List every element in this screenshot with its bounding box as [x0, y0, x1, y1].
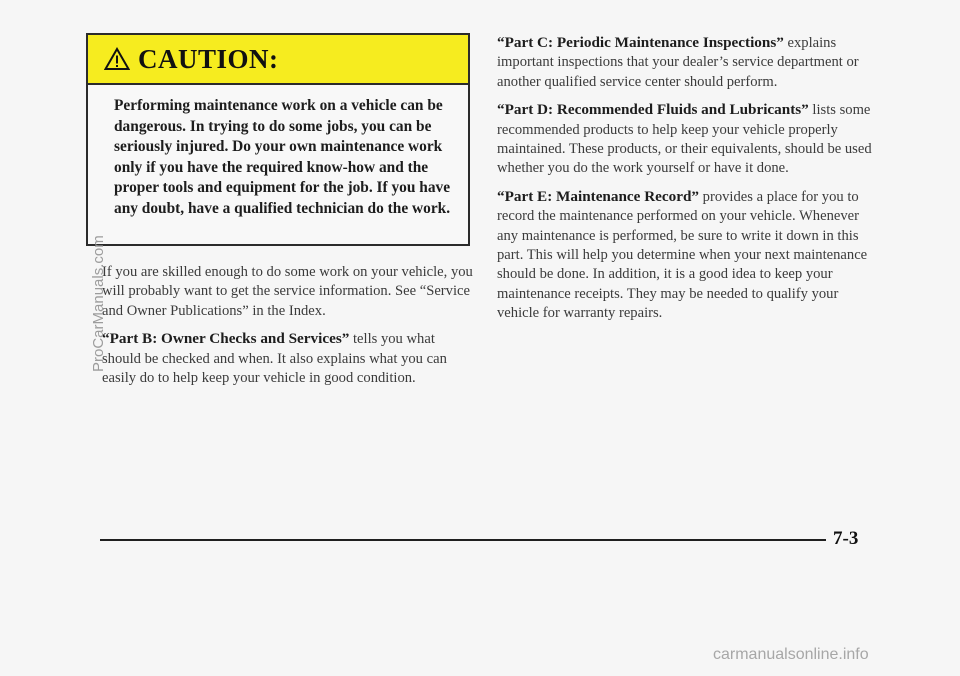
- part-b-text: tells you what should be checked and when. It also explains what you can easily do to help keep your vehicle in good condition.: [102, 331, 447, 387]
- side-watermark-text: ProCarManuals.com: [90, 235, 107, 372]
- page-number: 7-3: [833, 528, 859, 549]
- caution-text: Performing maintenance work on a vehicle can be dangerous. In trying to do some jobs, you can be seriously injured. Do your own maintenance work only if you have the required know-how and the proper tools and equipment for the job. If you have any doubt, have a qualified technician do the work.: [114, 97, 451, 217]
- warning-triangle-icon: [104, 47, 130, 71]
- part-e-text: provides a place for you to record the maintenance performed on your vehicle. Whenever any maintenance is performed, be sure to write it down in this part. This will help you determine when your next maintenance should be done. In addition, it is a good idea to keep your maintenance receipts. They may be needed to qualify your vehicle for warranty repairs.: [497, 188, 868, 322]
- footer-rule: [100, 539, 826, 541]
- skilled-paragraph: If you are skilled enough to do some work on your vehicle, you will probably want to get the service information. See “Service and Owner Publications” in the Index.: [102, 264, 473, 319]
- caution-box: [86, 33, 470, 246]
- part-b-paragraph: [102, 329, 474, 388]
- part-e-paragraph: [497, 187, 872, 324]
- right-column: [497, 33, 872, 332]
- bottom-watermark: carmanualsonline.info: [713, 646, 869, 663]
- part-c-heading: “Part C: Periodic Maintenance Inspections”: [497, 34, 784, 51]
- caution-header: [88, 35, 468, 85]
- part-e-heading: “Part E: Maintenance Record”: [497, 187, 700, 205]
- part-d-text: lists some recommended products to help keep your vehicle properly maintained. These products, or their equivalents, should be used whether you do the work yourself or have it done.: [497, 102, 872, 177]
- left-column: [102, 263, 474, 396]
- part-d-paragraph: [497, 100, 872, 179]
- part-d-heading: “Part D: Recommended Fluids and Lubricants”: [497, 101, 809, 119]
- part-b-heading: “Part B: Owner Checks and Services”: [102, 330, 350, 348]
- part-c-text: explains important inspections that your dealer’s service department or another qualified service center should perform.: [497, 35, 859, 90]
- part-c-paragraph: [497, 33, 872, 92]
- caution-title: CAUTION:: [138, 43, 279, 74]
